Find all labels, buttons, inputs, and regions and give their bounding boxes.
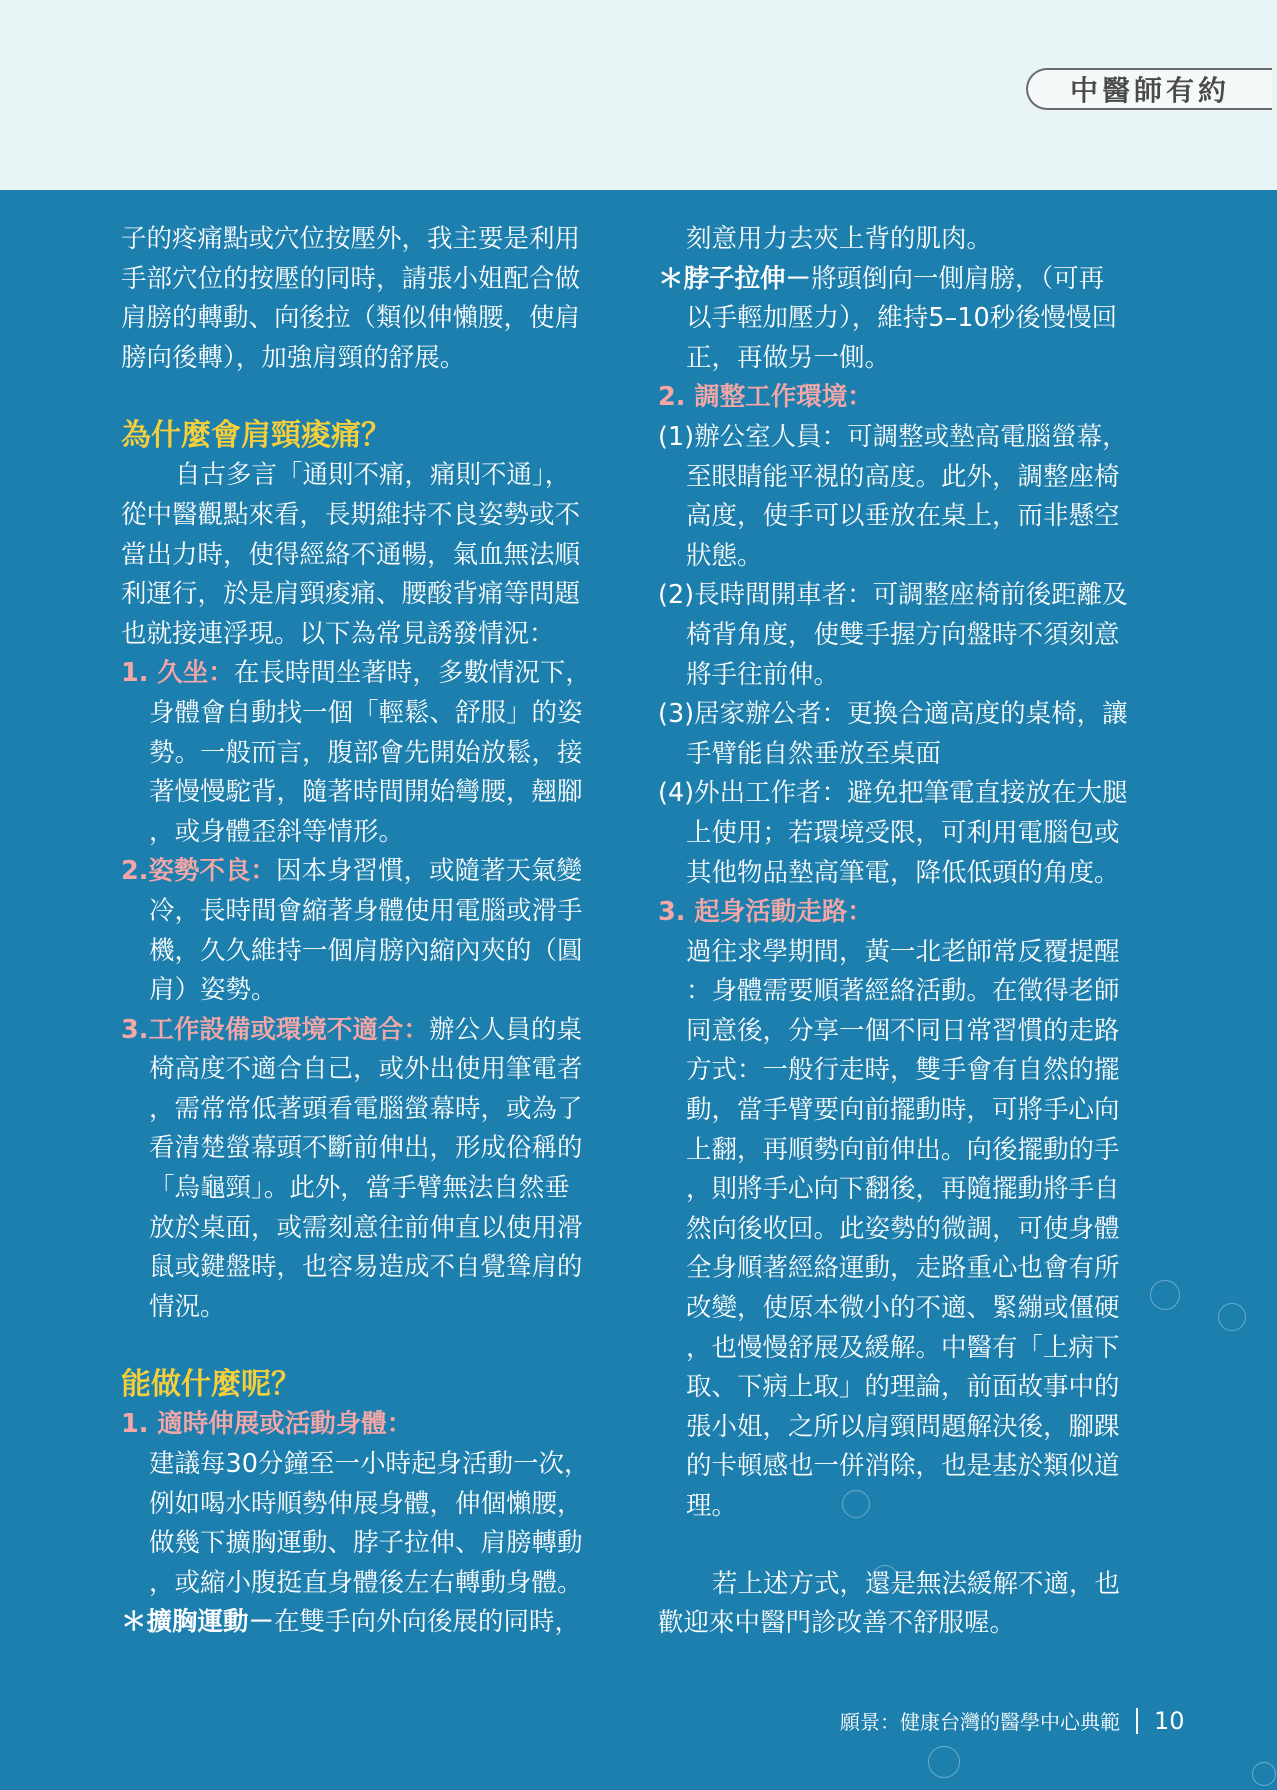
item-line: 手臂能自然垂放至桌面 bbox=[686, 738, 942, 769]
sub-heading: 3. 起身活動走路： bbox=[658, 897, 873, 928]
item-line: 刻意用力去夾上背的肌肉。 bbox=[686, 224, 993, 254]
item-line: 身體會自動找一個「輕鬆、舒服」的姿 bbox=[149, 697, 583, 728]
item-line: 同意後，分享一個不同日常習慣的走路 bbox=[686, 1015, 1120, 1046]
item-line: 情況。 bbox=[149, 1291, 226, 1322]
item-line: 著慢慢駝背，隨著時間開始彎腰，翹腳 bbox=[149, 777, 583, 808]
para-line: 從中醫觀點來看，長期維持不良姿勢或不 bbox=[121, 499, 581, 530]
item-line: ，需常常低著頭看電腦螢幕時，或為了 bbox=[149, 1093, 583, 1124]
item-line: ，或身體歪斜等情形。 bbox=[149, 816, 405, 847]
right-column bbox=[658, 220, 1158, 1644]
item-line: 勢。一般而言，腹部會先開始放鬆，接 bbox=[149, 737, 583, 768]
item-line: (4)外出工作者：避免把筆電直接放在大腿 bbox=[658, 778, 1128, 809]
item-line: ，也慢慢舒展及緩解。中醫有「上病下 bbox=[686, 1332, 1120, 1363]
item-text: 因本身習慣，或隨著天氣變 bbox=[275, 856, 582, 887]
item-label: 3.工作設備或環境不適合： bbox=[121, 1014, 429, 1045]
item-line: 正，再做另一側。 bbox=[686, 342, 891, 373]
item-line: 以手輕加壓力），維持5–10秒後慢慢回 bbox=[686, 303, 1118, 334]
item-line: 放於桌面，或需刻意往前伸直以使用滑 bbox=[149, 1212, 583, 1243]
para-line: 歡迎來中醫門診改善不舒服喔。 bbox=[658, 1608, 1016, 1639]
item-text: 辦公人員的桌 bbox=[428, 1014, 582, 1045]
item-line: 方式：一般行走時，雙手會有自然的擺 bbox=[686, 1055, 1120, 1086]
item-line: 動，當手臂要向前擺動時，可將手心向 bbox=[686, 1095, 1120, 1126]
section-heading: 為什麼會肩頸痠痛？ bbox=[121, 418, 391, 454]
para-line: 也就接連浮現。以下為常見誘發情況： bbox=[121, 618, 555, 649]
para-line: 利運行，於是肩頸痠痛、腰酸背痛等問題 bbox=[121, 579, 581, 610]
star-label: ＊擴胸運動－ bbox=[121, 1607, 275, 1638]
list-item bbox=[121, 852, 616, 892]
item-text: 將頭倒向一側肩膀，（可再 bbox=[811, 263, 1105, 294]
item-line: ：身體需要順著經絡活動。在徵得老師 bbox=[686, 976, 1120, 1007]
item-line: 過往求學期間，黃一北老師常反覆提醒 bbox=[686, 936, 1120, 967]
page-number: 10 bbox=[1154, 1706, 1185, 1735]
decor-bubble bbox=[928, 1746, 960, 1778]
star-label: ＊脖子拉伸－ bbox=[658, 263, 812, 294]
item-line: 其他物品墊高筆電，降低低頭的角度。 bbox=[686, 857, 1120, 888]
para-line: 子的疼痛點或穴位按壓外，我主要是利用 bbox=[121, 224, 581, 254]
para-line: 手部穴位的按壓的同時，請張小姐配合做 bbox=[121, 263, 581, 294]
item-line: 的卡頓感也一併消除，也是基於類似道 bbox=[686, 1451, 1120, 1482]
list-item bbox=[121, 1011, 616, 1051]
item-line: 椅背角度，使雙手握方向盤時不須刻意 bbox=[686, 619, 1120, 650]
section-tab: 中醫師有約 bbox=[1026, 68, 1272, 110]
item-text: 在長時間坐著時，多數情況下， bbox=[233, 658, 591, 689]
item-label: 1. 久坐： bbox=[121, 658, 234, 689]
item-line: 高度，使手可以垂放在桌上，而非懸空 bbox=[686, 501, 1120, 532]
item-line: 上使用；若環境受限，可利用電腦包或 bbox=[686, 817, 1120, 848]
item-line: 冷，長時間會縮著身體使用電腦或滑手 bbox=[149, 895, 583, 926]
item-line: 肩）姿勢。 bbox=[149, 975, 277, 1006]
item-line: (3)居家辦公者：更換合適高度的桌椅，讓 bbox=[658, 699, 1128, 730]
item-line: 機，久久維持一個肩膀內縮內夾的（圓 bbox=[149, 935, 583, 966]
page-footer bbox=[840, 1706, 1185, 1735]
item-line: 看清楚螢幕頭不斷前伸出，形成俗稱的 bbox=[149, 1133, 583, 1164]
para-line: 自古多言「通則不痛，痛則不通」， bbox=[175, 460, 571, 491]
item-line: 取、下病上取」的理論，前面故事中的 bbox=[686, 1372, 1120, 1403]
item-line: 至眼睛能平視的高度。此外，調整座椅 bbox=[686, 461, 1120, 492]
item-label: 2.姿勢不良： bbox=[121, 856, 276, 887]
item-line: 將手往前伸。 bbox=[686, 659, 840, 690]
star-item bbox=[121, 1603, 616, 1643]
item-line: (2)長時間開車者：可調整座椅前後距離及 bbox=[658, 580, 1128, 611]
item-line: 改變，使原本微小的不適、緊繃或僵硬 bbox=[686, 1293, 1120, 1324]
decor-bubble bbox=[1252, 1762, 1276, 1786]
footer-caption: 願景：健康台灣的醫學中心典範 bbox=[840, 1710, 1120, 1734]
sub-heading: 1. 適時伸展或活動身體： bbox=[121, 1409, 413, 1440]
section-heading: 能做什麼呢？ bbox=[121, 1367, 301, 1403]
star-item bbox=[658, 260, 1158, 300]
item-line: 鼠或鍵盤時，也容易造成不自覺聳肩的 bbox=[149, 1252, 583, 1283]
para-line: 膀向後轉），加強肩頸的舒展。 bbox=[121, 342, 466, 373]
item-line: (1)辦公室人員：可調整或墊高電腦螢幕， bbox=[658, 421, 1128, 452]
item-line: 然向後收回。此姿勢的微調，可使身體 bbox=[686, 1213, 1120, 1244]
para-line: 肩膀的轉動、向後拉（類似伸懶腰，使肩 bbox=[121, 303, 581, 334]
item-line: 狀態。 bbox=[686, 540, 763, 571]
para-line: 當出力時，使得經絡不通暢，氣血無法順 bbox=[121, 539, 581, 570]
sub-heading: 2. 調整工作環境： bbox=[658, 382, 873, 413]
item-text: 在雙手向外向後展的同時， bbox=[274, 1607, 581, 1638]
list-item bbox=[121, 654, 616, 694]
left-column bbox=[121, 220, 616, 1643]
item-line: 做幾下擴胸運動、脖子拉伸、肩膀轉動 bbox=[149, 1528, 583, 1559]
item-line: 上翻，再順勢向前伸出。向後擺動的手 bbox=[686, 1134, 1120, 1165]
item-line: 「烏龜頸」。此外，當手臂無法自然垂 bbox=[149, 1173, 570, 1204]
item-line: 例如喝水時順勢伸展身體，伸個懶腰， bbox=[149, 1488, 583, 1519]
footer-divider bbox=[1136, 1708, 1138, 1734]
item-line: ，則將手心向下翻後，再隨擺動將手自 bbox=[686, 1174, 1120, 1205]
decor-bubble bbox=[1218, 1303, 1246, 1331]
item-line: ，或縮小腹挺直身體後左右轉動身體。 bbox=[149, 1567, 583, 1598]
item-line: 建議每30分鐘至一小時起身活動一次， bbox=[149, 1449, 590, 1480]
item-line: 理。 bbox=[686, 1491, 738, 1521]
item-line: 全身順著經絡運動，走路重心也會有所 bbox=[686, 1253, 1120, 1284]
item-line: 張小姐，之所以肩頸問題解決後，腳踝 bbox=[686, 1411, 1120, 1442]
para-line: 若上述方式，還是無法緩解不適，也 bbox=[712, 1568, 1121, 1599]
item-line: 椅高度不適合自己，或外出使用筆電者 bbox=[149, 1054, 583, 1085]
